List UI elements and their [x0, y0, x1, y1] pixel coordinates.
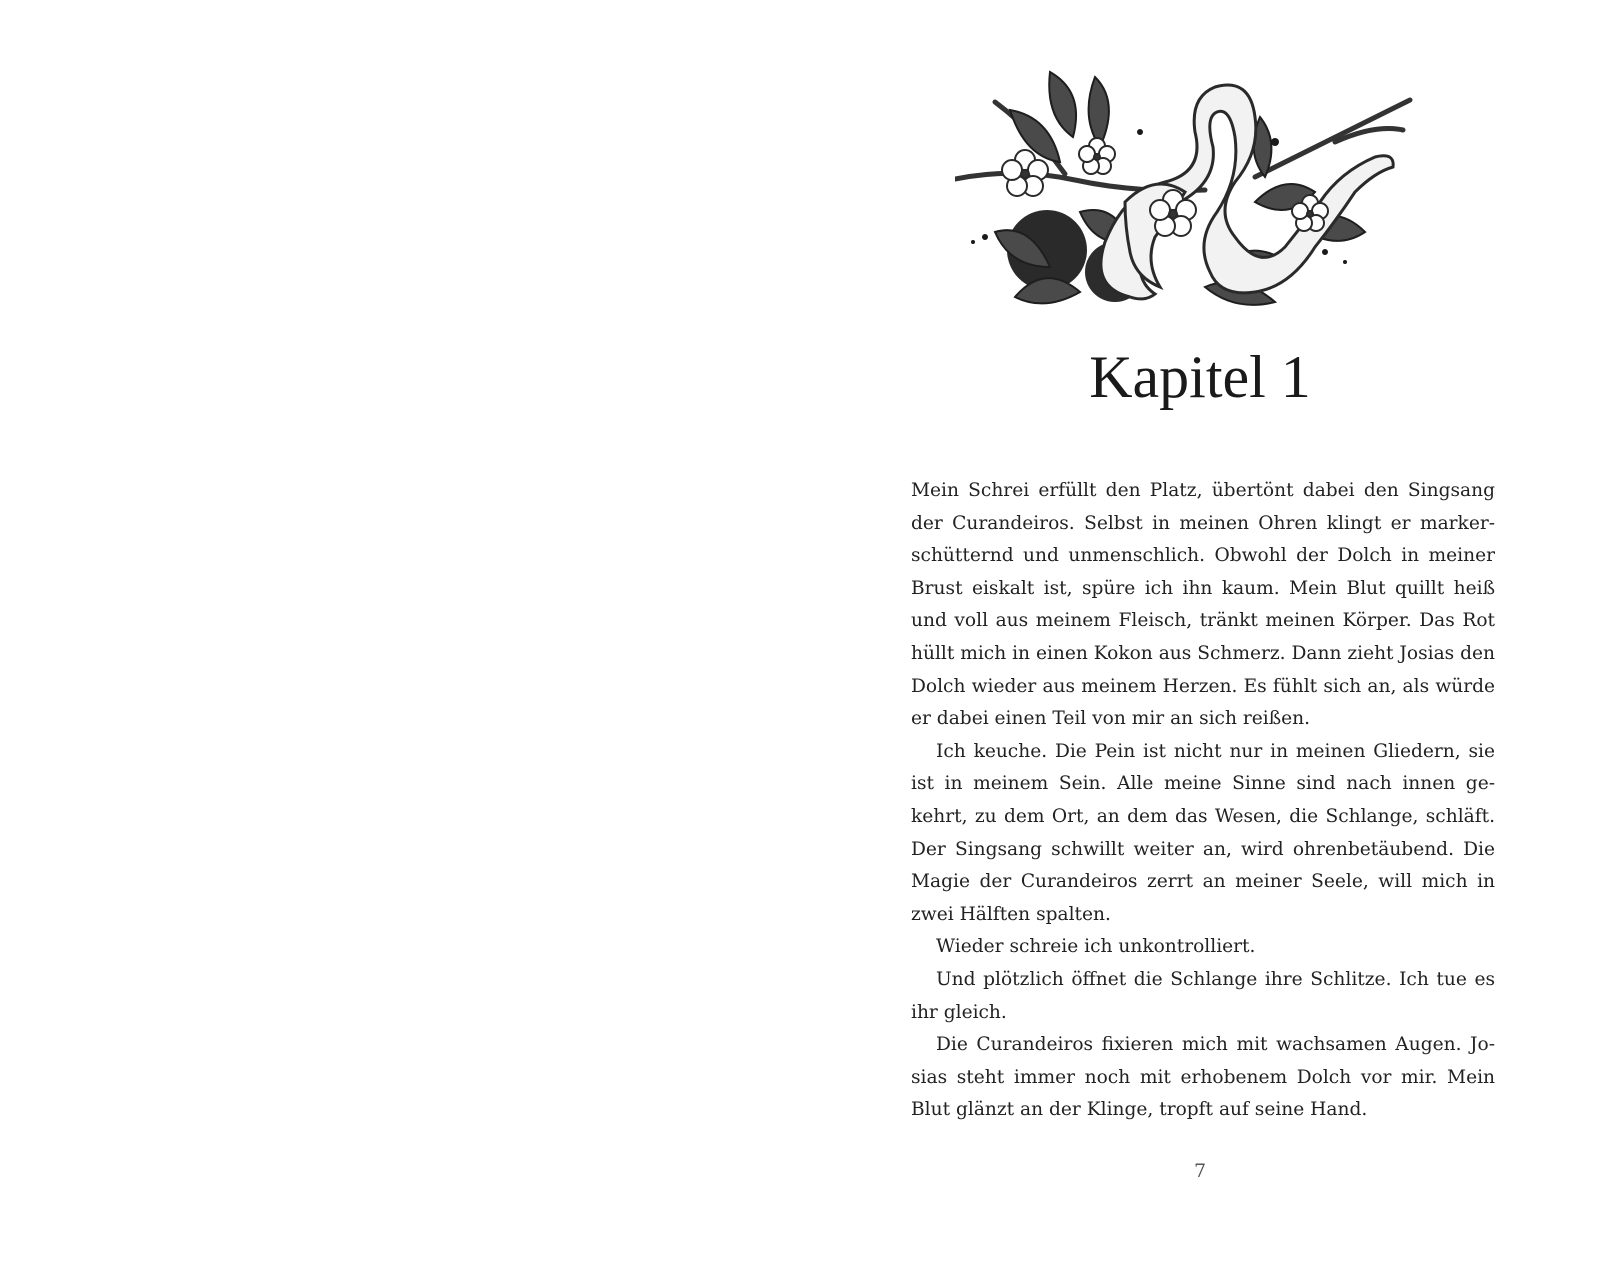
text-line: kehrt, zu dem Ort, an dem das Wesen, die Schlange, schläft. [911, 805, 1495, 827]
snake-with-flowers-illustration [955, 62, 1435, 320]
page-number: 7 [1193, 1160, 1207, 1182]
text-line: Blut glänzt an der Klinge, tropft auf seine Hand. [911, 1099, 1368, 1121]
text-line: sias steht immer noch mit erhobenem Dolch vor mir. Mein [911, 1066, 1495, 1088]
text-line: Die Curandeiros fixieren mich mit wachsamen Augen. Jo- [936, 1034, 1495, 1056]
chapter-title: Kapitel 1 [1089, 344, 1311, 410]
text-line: schütternd und unmenschlich. Obwohl der Dolch in meiner [911, 545, 1495, 567]
text-line: Magie der Curandeiros zerrt an meiner Seele, will mich in [911, 871, 1495, 893]
text-line: der Curandeiros. Selbst in meinen Ohren klingt er marker- [911, 512, 1495, 534]
text-line: und voll aus meinem Fleisch, tränkt meinen Körper. Das Rot [911, 610, 1495, 632]
text-line: hüllt mich in einen Kokon aus Schmerz. Dann zieht Josias den [911, 642, 1495, 664]
text-line: er dabei einen Teil von mir an sich reißen. [911, 708, 1311, 730]
chapter-body [911, 475, 1495, 1127]
text-line: ihr gleich. [911, 1001, 1007, 1023]
text-line: ist in meinem Sein. Alle meine Sinne sind nach innen ge- [911, 773, 1495, 795]
text-line: Und plötzlich öffnet die Schlange ihre Schlitze. Ich tue es [936, 968, 1495, 990]
text-line: Ich keuche. Die Pein ist nicht nur in meinen Gliedern, sie [936, 740, 1495, 762]
text-line: Dolch wieder aus meinem Herzen. Es fühlt sich an, als würde [911, 675, 1495, 697]
text-line: Mein Schrei erfüllt den Platz, übertönt dabei den Singsang [911, 480, 1495, 501]
text-line: Der Singsang schwillt weiter an, wird ohrenbetäubend. Die [911, 838, 1495, 860]
text-line: Brust eiskalt ist, spüre ich ihn kaum. Mein Blut quillt heiß [911, 577, 1495, 599]
text-line: Wieder schreie ich unkontrolliert. [936, 936, 1256, 958]
text-line: zwei Hälften spalten. [911, 903, 1111, 925]
